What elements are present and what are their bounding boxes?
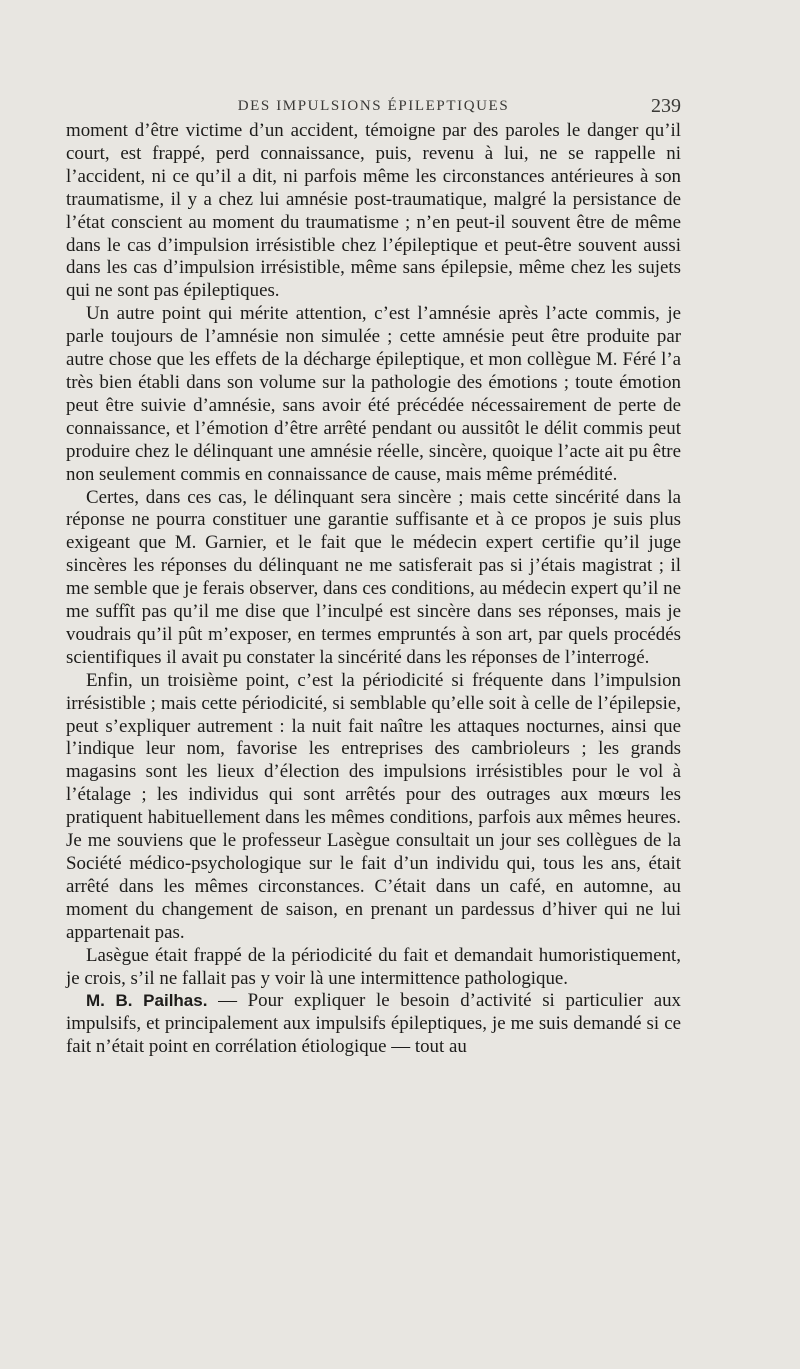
body-text — [66, 120, 681, 1059]
running-title: DES IMPULSIONS ÉPILEPTIQUES — [237, 98, 510, 114]
paragraph-lasegue: Lasègue était frappé de la périodicité du fait et demandait humoristiquement, je crois, s’il ne fallait pas y voir là une intermittence pathologique. — [66, 944, 681, 989]
speaker-name: M. B. Pailhas. — [86, 991, 208, 1011]
paragraph-continuation: moment d’être victime d’un accident, témoigne par des paroles le danger qu’il court, est frappé, perd connaissance, puis, revenu à lui, ne se rappelle ni l’accident, ni ce qu’il a dit, ni parfois même les circonstances antérieures à son traumatisme, il y a chez lui amnésie post-traumatique, malgré la persistance de l’état conscient au moment du traumatisme ; n’en peut-il souvent être de même dans le cas d’impulsion irrésistible chez l’épileptique et peut-être souvent aussi dans les cas d’impulsion irrésistible, même sans épilepsie, même chez les sujets qui ne sont pas épileptiques. — [66, 120, 681, 302]
paragraph-sincerite: Certes, dans ces cas, le délinquant sera sincère ; mais cette sincérité dans la réponse ne pourra constituer une garantie suffisante et à ce propos je suis plus exigeant que M. Garnier, et le fait que le médecin expert certifie qu’il juge sincères les réponses du délinquant ne me satisferait pas si j’étais magistrat ; il me semble que je ferais observer, dans ces conditions, au médecin expert qu’il ne me suffît pas qu’il me dise que l’inculpé est sincère dans ses réponses, mais je voudrais qu’il pût m’exposer, en termes empruntés à son art, par quels procédés scientifiques il avait pu constater la sincérité dans les réponses de l’interrogé. — [66, 486, 681, 668]
paragraph-pailhas — [66, 990, 681, 1059]
speaker-text: — Pour expliquer le besoin d’activité si particulier aux impulsifs, et principalement aux impulsifs épileptiques, je me suis demandé si ce fait n’était point en corrélation étiologique — tout au — [66, 990, 681, 1058]
page-header — [66, 95, 681, 122]
paragraph-periodicite: Enfin, un troisième point, c’est la périodicité si fréquente dans l’impulsion irrésistible ; mais cette périodicité, si semblable qu’elle soit à celle de l’épilepsie, peut s’expliquer autrement : la nuit fait naître les attaques nocturnes, ainsi que l’indique leur nom, favorise les entreprises des cambrioleurs ; les grands magasins sont les lieux d’élection des impulsions irrésistibles pour le vol à l’étalage ; les individus qui sont arrêtés pour des outrages aux mœurs les pratiquent habituellement dans les mêmes conditions, parfois aux mêmes heures. Je me souviens que le professeur Lasègue consultait un jour ses collègues de la Société médico-psychologique sur le fait d’un individu qui, tous les ans, était arrêté dans les mêmes circonstances. C’était dans un café, en automne, au moment du changement de saison, en prenant un pardessus d’hiver qui ne lui appartenait pas. — [66, 669, 681, 943]
paragraph-amnesie: Un autre point qui mérite attention, c’est l’amnésie après l’acte commis, je parle toujours de l’amnésie non simulée ; cette amnésie peut être produite par autre chose que les effets de la décharge épileptique, et mon collègue M. Féré l’a très bien établi dans son volume sur la pathologie des émotions ; toute émotion peut être suivie d’amnésie, sans avoir été précédée nécessairement de perte de connaissance, et l’émotion d’être arrêté pendant ou aussitôt le délit commis peut produire chez le délinquant une amnésie réelle, sincère, quoique l’acte ait pu être non seulement commis en connaissance de cause, mais même prémédité. — [66, 303, 681, 485]
page-number: 239 — [651, 95, 681, 117]
